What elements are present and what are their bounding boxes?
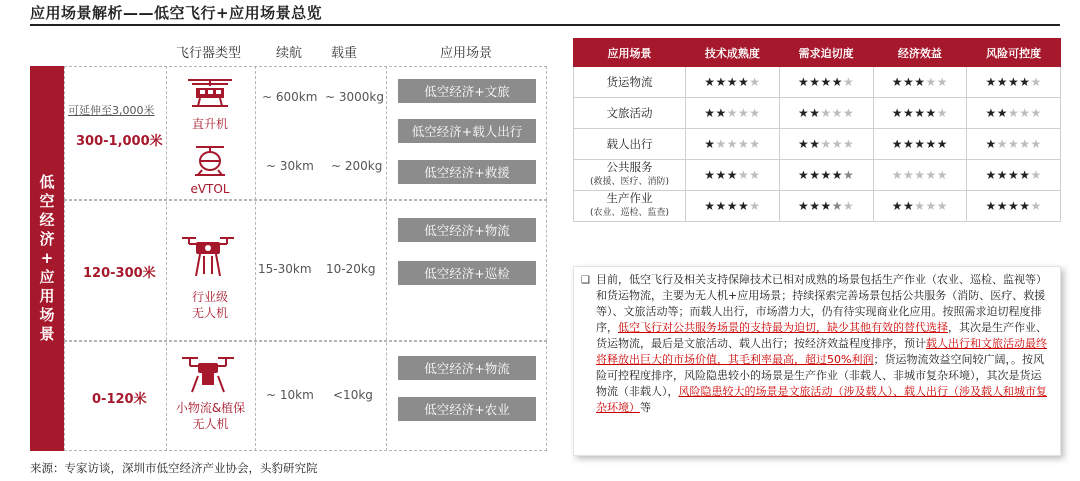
header-range: 续航	[276, 46, 303, 61]
range-value: ~ 30km	[266, 159, 314, 173]
star-rating	[985, 106, 1041, 120]
evtol-icon	[192, 144, 228, 178]
star-empty-icon: ★	[843, 137, 855, 151]
scene-name: 公共服务	[606, 160, 653, 174]
star-empty-icon: ★	[914, 168, 926, 182]
star-filled-icon: ★	[985, 106, 997, 120]
table-header-cell: 技术成熟度	[686, 39, 780, 67]
range-value: 15-30km	[258, 262, 312, 276]
load-value: ~ 3000kg	[325, 90, 384, 104]
title-divider	[30, 24, 1060, 26]
star-filled-icon: ★	[925, 106, 937, 120]
note-text	[596, 273, 1047, 414]
star-filled-icon: ★	[996, 168, 1008, 182]
scene-subtitle: (农业、巡检、监查)	[589, 208, 670, 218]
star-empty-icon: ★	[738, 168, 750, 182]
star-filled-icon: ★	[809, 199, 821, 213]
star-empty-icon: ★	[843, 199, 855, 213]
rating-cell	[967, 67, 1061, 98]
vertical-label-char: 景	[39, 325, 55, 343]
star-empty-icon: ★	[738, 106, 750, 120]
star-filled-icon: ★	[715, 168, 727, 182]
star-filled-icon: ★	[704, 106, 716, 120]
scene-cell	[574, 67, 686, 98]
scene-cell	[574, 191, 686, 222]
altitude-range: 0-120米	[92, 392, 147, 407]
star-empty-icon: ★	[843, 106, 855, 120]
star-rating	[798, 168, 854, 182]
star-filled-icon: ★	[891, 199, 903, 213]
analysis-note	[573, 266, 1061, 456]
range-value: ~ 600km	[262, 90, 318, 104]
highlighted-text: 载人出行和文旅活动最终将释放出巨大的市场价值，其毛利率最高，超过50%利润	[596, 337, 1047, 366]
table-header-row	[574, 39, 1061, 67]
star-empty-icon: ★	[820, 137, 832, 151]
star-filled-icon: ★	[936, 137, 949, 151]
star-filled-icon: ★	[996, 106, 1008, 120]
star-filled-icon: ★	[820, 168, 832, 182]
star-filled-icon: ★	[985, 75, 997, 89]
star-filled-icon: ★	[704, 199, 716, 213]
star-empty-icon: ★	[726, 106, 738, 120]
star-rating	[985, 75, 1041, 89]
star-empty-icon: ★	[925, 199, 937, 213]
star-filled-icon: ★	[902, 75, 915, 89]
star-empty-icon: ★	[749, 106, 761, 120]
star-filled-icon: ★	[925, 137, 937, 151]
column-divider	[386, 66, 387, 451]
star-rating	[985, 168, 1041, 182]
rating-cell	[873, 67, 967, 98]
star-filled-icon: ★	[809, 137, 821, 151]
altitude-range: 120-300米	[83, 266, 156, 281]
star-rating	[985, 199, 1041, 213]
column-divider	[166, 66, 167, 451]
star-filled-icon: ★	[902, 106, 915, 120]
header-application: 应用场景	[440, 46, 493, 61]
star-filled-icon: ★	[914, 106, 926, 120]
star-filled-icon: ★	[726, 199, 738, 213]
application-tag: 低空经济+巡检	[398, 261, 536, 285]
star-filled-icon: ★	[726, 168, 738, 182]
star-empty-icon: ★	[843, 75, 855, 89]
rating-cell	[686, 98, 780, 129]
star-rating	[704, 168, 760, 182]
star-filled-icon: ★	[797, 168, 810, 182]
star-rating	[798, 199, 854, 213]
application-tag: 低空经济+物流	[398, 218, 536, 242]
star-filled-icon: ★	[715, 199, 727, 213]
star-empty-icon: ★	[1019, 137, 1031, 151]
rating-cell	[967, 129, 1061, 160]
star-filled-icon: ★	[985, 137, 997, 151]
star-empty-icon: ★	[738, 137, 750, 151]
rating-cell	[686, 67, 780, 98]
star-filled-icon: ★	[704, 75, 716, 89]
star-filled-icon: ★	[831, 199, 844, 213]
application-tag: 低空经济+物流	[398, 356, 536, 380]
scene-name: 载人出行	[606, 136, 653, 151]
star-filled-icon: ★	[820, 75, 832, 89]
star-filled-icon: ★	[797, 75, 810, 89]
star-empty-icon: ★	[925, 168, 937, 182]
star-empty-icon: ★	[726, 137, 738, 151]
star-empty-icon: ★	[749, 137, 761, 151]
scene-name: 货运物流	[606, 74, 653, 89]
industrial-drone-icon	[180, 234, 236, 278]
rating-cell	[967, 98, 1061, 129]
star-empty-icon: ★	[925, 75, 937, 89]
star-filled-icon: ★	[738, 75, 750, 89]
note-segment: 等	[640, 401, 651, 414]
vertical-label-char: +	[40, 249, 54, 267]
load-value: ~ 200kg	[331, 159, 383, 173]
rating-cell	[779, 129, 873, 160]
star-empty-icon: ★	[1030, 75, 1042, 89]
aircraft-type-label: 直升机	[191, 117, 228, 131]
star-empty-icon: ★	[936, 106, 949, 120]
table-row	[574, 129, 1061, 160]
star-rating	[798, 106, 854, 120]
star-filled-icon: ★	[738, 199, 750, 213]
agri-drone-icon	[180, 354, 236, 396]
aircraft-type-line: 行业级	[191, 290, 228, 304]
star-filled-icon: ★	[820, 199, 832, 213]
rating-cell	[779, 160, 873, 191]
scene-name: 文旅活动	[606, 105, 653, 120]
star-empty-icon: ★	[902, 168, 915, 182]
star-filled-icon: ★	[809, 168, 821, 182]
star-filled-icon: ★	[843, 168, 855, 182]
star-filled-icon: ★	[1019, 75, 1031, 89]
bullet-icon: ❑	[581, 275, 590, 286]
range-extension-note: 可延伸至3,000米	[68, 104, 155, 117]
note-segment: ，其次是生产作业、货运物流，最后是文旅活动、载人出行；按经济效益程度排序，预计	[596, 321, 1047, 350]
vertical-label-char: 场	[39, 306, 55, 324]
star-empty-icon: ★	[996, 137, 1008, 151]
aircraft-type-label: eVTOL	[190, 182, 230, 196]
aircraft-type-line: 小物流&植保	[175, 401, 246, 415]
rating-cell	[873, 129, 967, 160]
rating-cell	[779, 67, 873, 98]
rating-cell	[967, 191, 1061, 222]
scene-cell	[574, 160, 686, 191]
aircraft-type-line: 无人机	[192, 417, 229, 431]
star-filled-icon: ★	[715, 75, 727, 89]
star-filled-icon: ★	[831, 75, 844, 89]
table-row	[574, 191, 1061, 222]
star-filled-icon: ★	[831, 168, 844, 182]
note-segment: 目前，低空飞行及相关支持保障技术已相对成熟的场景包括生产作业（农业、巡检、监视等）和货运物流，主要为无人机+应用场景；持续探索完善场景包括公共服务（消防、医疗、救援等）、文旅活动等；而载人出行，市场潜力大，仍有待实现商业化应用。按照需求迫切程度排序，	[596, 273, 1047, 334]
rating-cell	[686, 191, 780, 222]
rating-cell	[967, 160, 1061, 191]
star-rating	[892, 168, 948, 182]
star-empty-icon: ★	[1007, 137, 1020, 151]
table-header-cell: 应用场景	[574, 39, 686, 67]
star-rating	[798, 75, 854, 89]
star-filled-icon: ★	[1019, 199, 1031, 213]
star-filled-icon: ★	[902, 199, 915, 213]
star-filled-icon: ★	[1007, 168, 1020, 182]
table-row	[574, 67, 1061, 98]
star-empty-icon: ★	[914, 199, 926, 213]
star-empty-icon: ★	[820, 106, 832, 120]
star-empty-icon: ★	[1007, 106, 1020, 120]
scene-name: 生产作业	[606, 191, 653, 205]
rating-cell	[779, 191, 873, 222]
vertical-label-char: 空	[39, 192, 55, 210]
star-filled-icon: ★	[902, 137, 915, 151]
table-row	[574, 160, 1061, 191]
page-title: 应用场景解析——低空飞行+应用场景总览	[30, 4, 323, 22]
application-tag: 低空经济+文旅	[398, 79, 536, 103]
load-value: 10-20kg	[326, 262, 376, 276]
application-tag: 低空经济+救援	[398, 160, 536, 184]
star-filled-icon: ★	[809, 106, 821, 120]
star-empty-icon: ★	[1019, 106, 1031, 120]
header-aircraft-type: 飞行器类型	[176, 46, 242, 61]
star-rating	[892, 75, 948, 89]
vertical-label-char: 低	[39, 173, 55, 191]
star-empty-icon: ★	[831, 137, 844, 151]
column-divider	[255, 66, 256, 451]
vertical-category-label	[30, 66, 64, 451]
table-row	[574, 98, 1061, 129]
star-empty-icon: ★	[715, 137, 727, 151]
star-filled-icon: ★	[1007, 75, 1020, 89]
star-rating	[985, 137, 1041, 151]
vertical-label-char: 济	[39, 230, 55, 248]
star-empty-icon: ★	[1030, 199, 1042, 213]
star-filled-icon: ★	[985, 199, 997, 213]
aircraft-type-line: 无人机	[191, 306, 228, 320]
star-filled-icon: ★	[891, 75, 903, 89]
star-rating	[704, 75, 760, 89]
star-filled-icon: ★	[704, 137, 716, 151]
vertical-label-char: 经	[39, 211, 55, 229]
altitude-range: 300-1,000米	[76, 134, 163, 149]
star-rating	[892, 106, 948, 120]
star-filled-icon: ★	[891, 137, 903, 151]
star-empty-icon: ★	[749, 199, 761, 213]
star-empty-icon: ★	[936, 75, 949, 89]
vertical-label-char: 用	[39, 287, 55, 305]
star-empty-icon: ★	[749, 168, 761, 182]
scene-cell	[574, 129, 686, 160]
helicopter-icon	[186, 76, 234, 112]
star-filled-icon: ★	[797, 199, 810, 213]
star-empty-icon: ★	[891, 168, 903, 182]
star-empty-icon: ★	[936, 168, 949, 182]
rating-cell	[873, 191, 967, 222]
star-empty-icon: ★	[936, 199, 949, 213]
table-header-cell: 风险可控度	[967, 39, 1061, 67]
rating-cell	[873, 98, 967, 129]
source-footnote: 来源：专家访谈，深圳市低空经济产业协会，头豹研究院	[30, 461, 318, 475]
rating-cell	[686, 160, 780, 191]
star-filled-icon: ★	[704, 168, 716, 182]
star-filled-icon: ★	[891, 106, 903, 120]
star-empty-icon: ★	[1030, 106, 1042, 120]
star-filled-icon: ★	[996, 199, 1008, 213]
highlighted-text: 风险隐患较大的场景是文旅活动（涉及载人）、载人出行（涉及载人和城市复杂环境）	[596, 385, 1047, 414]
rating-cell	[873, 160, 967, 191]
application-tag: 低空经济+载人出行	[398, 119, 536, 143]
load-value: <10kg	[333, 388, 373, 402]
star-empty-icon: ★	[749, 75, 761, 89]
star-filled-icon: ★	[1007, 199, 1020, 213]
star-filled-icon: ★	[726, 75, 738, 89]
star-rating	[704, 106, 760, 120]
star-empty-icon: ★	[1030, 137, 1042, 151]
star-filled-icon: ★	[797, 137, 810, 151]
scene-cell	[574, 98, 686, 129]
star-rating	[892, 137, 948, 151]
aircraft-type-label	[166, 400, 255, 432]
header-load: 载重	[331, 46, 358, 61]
table-header-cell: 需求迫切度	[779, 39, 873, 67]
star-filled-icon: ★	[996, 75, 1008, 89]
star-filled-icon: ★	[715, 106, 727, 120]
evaluation-table	[573, 38, 1061, 222]
star-empty-icon: ★	[831, 106, 844, 120]
star-filled-icon: ★	[914, 137, 926, 151]
star-empty-icon: ★	[1030, 168, 1042, 182]
star-filled-icon: ★	[797, 106, 810, 120]
star-rating	[704, 137, 760, 151]
rating-cell	[779, 98, 873, 129]
vertical-label-char: 应	[39, 268, 55, 286]
star-rating	[892, 199, 948, 213]
star-filled-icon: ★	[985, 168, 997, 182]
note-segment: ；货运物流效益空间较广阔，。按风险可控程度排序，风险隐患较小的场景是生产作业（非载人、非城市复杂环境），其次是货运物流（非载人），	[596, 353, 1044, 398]
star-rating	[704, 199, 760, 213]
star-filled-icon: ★	[914, 75, 926, 89]
table-header-cell: 经济效益	[873, 39, 967, 67]
aircraft-type-label	[180, 289, 240, 321]
star-filled-icon: ★	[809, 75, 821, 89]
star-rating	[798, 137, 854, 151]
scene-subtitle: (救援、医疗、消防)	[589, 177, 670, 187]
highlighted-text: 低空飞行对公共服务场景的支持最为迫切，缺少其他有效的替代选择	[618, 321, 948, 334]
star-filled-icon: ★	[1019, 168, 1031, 182]
rating-cell	[686, 129, 780, 160]
application-tag: 低空经济+农业	[398, 397, 536, 421]
range-value: ~ 10km	[266, 388, 314, 402]
